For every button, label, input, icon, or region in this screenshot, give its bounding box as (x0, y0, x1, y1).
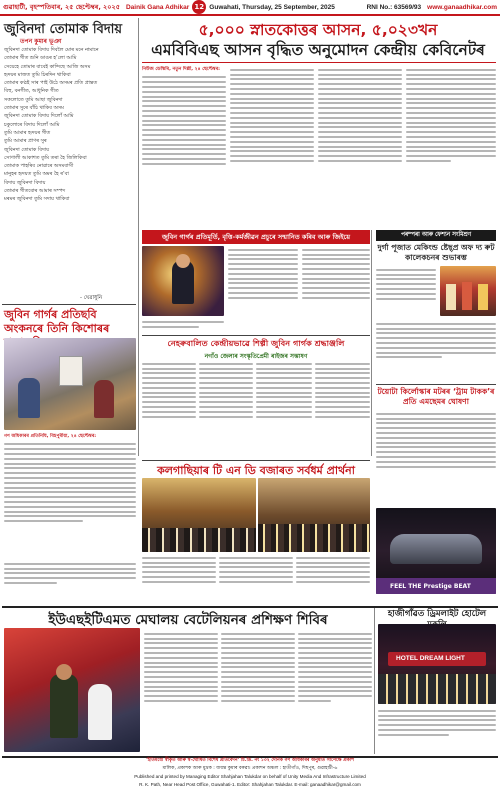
poem-author: তপন কুমাৰ ভূঞা (20, 38, 62, 45)
section-divider (142, 335, 370, 336)
main-byline: নিউজ ডেস্কিৰি, নতুন দিল্লী, ২৪ ছেপ্টেম্বৰ: (142, 67, 221, 72)
footer-line-2: মালিক, প্ৰকাশক আৰু মুদ্ৰক : জয়ন্ত কুমাৰ বৰুৱা। প্ৰকাশন অঞ্চল : হাতীগাঁও, দিছপুৰ, গুৱাহাটী-৬ (162, 766, 338, 771)
headline-rule (142, 62, 496, 63)
poem-line: জুবিনদা তোমাক বিদায় দিলোঁ আমি (4, 113, 74, 120)
nehru-headline: নেহৰুবালিত কেন্দ্ৰীয়ভাৱে শিল্পী জুবিন গাৰ্গক শ্ৰদ্ধাঞ্জলি (167, 338, 345, 348)
battalion-article-col1 (144, 630, 218, 754)
poem-line: তোমাৰ গীতবোৰ আমাৰ সম্পদ (4, 188, 66, 195)
hotel-article-body (378, 707, 496, 754)
poem-place: - ঘেৱাধুনি (80, 295, 103, 301)
article-byline: গণ অধিকাৰৰ প্ৰতিনিধি, বিহপুৰীয়া, ২৪ ছেপ্টেম্বৰ: (4, 434, 97, 439)
nehru-article-col4 (315, 360, 370, 458)
battalion-article-col2 (221, 630, 295, 754)
poem-line: তোমাৰ কণ্ঠই সাৰ পাই উঠে অসমৰ প্ৰতি প্ৰান্তত (4, 80, 98, 87)
toyota-article-body (376, 410, 496, 506)
nehru-article-col3 (256, 360, 312, 458)
photo-hotel-dreamlight (378, 624, 496, 704)
column-rule (138, 18, 139, 456)
photo-prayer-candles (258, 478, 370, 552)
zubeen-article-col1 (228, 246, 298, 332)
nehru-article-col1 (142, 360, 196, 458)
photo-battalion-training (4, 628, 140, 752)
poem-line: চকুলোৰে বিদায় দিলোঁ আমি (4, 121, 60, 128)
photo-prayer-gathering (142, 478, 256, 552)
hotel-headline: হাজীগাঁৱত ড্ৰিমলাইট হোটেল (387, 609, 487, 619)
fashion-kicker: পৰম্পৰা আৰু ফেশ্যন সংমিশ্ৰণ (376, 230, 496, 241)
prayer-article-col1 (142, 554, 216, 604)
masthead-dateline: Guwahati, Thursday, 25 September, 2025 (209, 3, 335, 11)
poem-line: মৰমৰ জুবিনদা তুমি সদায় থাকিবা (4, 196, 70, 203)
poem-line: বিহু, বনগীত, আধুনিক গীত (4, 88, 59, 95)
zubeen-statue-banner: জুবিন গাৰ্গৰ প্ৰতিমূৰ্তি, বৃত্তি-কৰ্মজীৱন প্ৰচুৰে সন্মানিত কৰিব আৰু জিইয়ে (142, 230, 370, 244)
toyota-ad-image (376, 508, 496, 594)
fashion-article-body (376, 320, 496, 384)
poem-body (4, 46, 136, 204)
photo-fashion-store (440, 266, 496, 316)
poem-line: হৃদয়ৰ মাজত তুমি চিৰদিন থাকিবা (4, 71, 71, 78)
poem-line: তুমি আমাৰ হৃদয়ৰ গীত (4, 129, 51, 136)
poem-line: সোণালী আকাশত তুমি তৰা হৈ জিলিকিবা (4, 154, 87, 161)
main-headline-line1: ৫,০০০ স্নাতকোত্তৰ আসন, ৫,০২৩খন (198, 21, 438, 39)
poem-line: তোমাৰ গীত শুনি ডাঙৰ হ’লো আমি (4, 55, 77, 62)
section-divider (142, 460, 370, 461)
poem-line: মানুহৰ হৃদয়ত তুমি অমৰ হৈ ৰ’বা (4, 171, 69, 178)
zubeen-article-col2 (302, 246, 370, 332)
poem-line: তুমি আমাৰ প্ৰাণৰ সুৰ (4, 138, 47, 145)
masthead-strip (0, 0, 500, 16)
section-divider (2, 606, 498, 608)
masthead-rni: RNI No.: 63569/93 (366, 3, 422, 11)
page-number-badge: 12 (192, 0, 206, 14)
poem-line: তোমাক পাহৰিব নোৱাৰে অসমবাসী (4, 163, 74, 170)
article-body-portrait (4, 433, 136, 558)
main-article-col2 (230, 66, 314, 226)
footer-line-4: R. K. Path, Near Head Post Office, Guwahati-1. Editor: Shahjahan Talukdar. E-mail: ganaadhikar@gmail.com (139, 782, 361, 787)
poem-line: জুবিনদা তোমাক বিদায় দিবলৈ মোৰ মনে নামানে (4, 47, 99, 53)
poem-title: জুবিনদা তোমাক বিদায় (4, 22, 123, 37)
main-article-col4 (406, 66, 496, 226)
photo-kids-portrait (4, 338, 136, 430)
prayer-article-col2 (219, 554, 293, 604)
nehru-subhead: নগাঁও জেলাৰ সংস্কৃতিপ্ৰেমী ৰাইজৰ সম্ভাষণ (204, 353, 308, 360)
main-article-col1 (142, 66, 226, 226)
column-rule (374, 608, 375, 754)
toyota-ad-caption: FEEL THE Prestige BEAT (390, 583, 471, 590)
portrait-article-tail (4, 560, 136, 604)
poem-line: তোমাৰ সুৰে বাঁচি থাকিব অসম (4, 105, 64, 112)
section-divider (376, 384, 496, 385)
main-headline (142, 20, 494, 60)
nehru-article-col2 (199, 360, 253, 458)
masthead-date-assamese: গুৱাহাটী, বৃহস্পতিবাৰ, ২৫ ছেপ্টেম্বৰ, ২০২৫ (3, 2, 120, 11)
poem-line: জুবিনদা তোমাক বিদায় (4, 146, 50, 153)
toyota-headline: টয়োটা কিৰ্লোস্কাৰ মটৰৰ ‘ট্ৰাম টাকক’ৰ প্ৰতি এমছেমৰ ঘোষণা (377, 387, 495, 406)
masthead-website: www.ganaadhikar.com (427, 3, 497, 11)
battalion-headline: ইউএছইটিএমত মেঘালয় বেটেলিয়নৰ প্ৰশিক্ষণ শিবিৰ (48, 612, 328, 628)
fashion-headline: দুৰ্গা পূজাত মেকিংন্ড ষ্টেছ্প্ৰ অফ দ্য ৰুট কালেকচনৰ শুভাৰম্ভ (377, 243, 495, 262)
zubeen-article-tail (142, 318, 224, 332)
poem-line: সকলোতে তুমি আছা জুবিনদা (4, 96, 63, 103)
main-article-col3 (318, 66, 402, 226)
article-headline-portrait: জুবিন গাৰ্গৰ প্ৰতিছবি অংকনৰে তিনি কিশোৰৰ (4, 308, 110, 335)
poem-line: সেয়েহে তোমাৰ বাবেই কান্দিছে আজি অসম (4, 63, 91, 70)
footer-line-3: Published and printed by Managing Editor Shahjahan Talukdar on behalf of Unity Media And Infrastructure Limited (134, 774, 366, 779)
main-headline-line2: এমবিবিএছ আসন বৃদ্ধিত অনুমোদন কেন্দ্ৰীয় কেবিনেটৰ (151, 41, 485, 59)
masthead-paper-name: Dainik Gana Adhikar (125, 3, 190, 11)
poem-line: বিদায় জুবিনদা বিদায় (4, 179, 46, 186)
prayer-headline: কলগাছিয়াৰ টি এন ডি বজাৰত সৰ্বধৰ্ম প্ৰাৰ্থনা (157, 464, 355, 477)
hotel-sign-text: HOTEL DREAM LIGHT (396, 655, 465, 662)
section-divider (2, 304, 136, 305)
photo-zubeen-concert (142, 246, 224, 316)
fashion-article-col1 (376, 266, 436, 326)
battalion-article-col3 (298, 630, 372, 754)
column-rule (371, 230, 372, 456)
footer-line-1: ‘ইতিমধ্যে স্বীকৃত আৰু স্ব-ঘোষিত বিশেষ প্ৰতিবেদন’ চি.ডি. নং ১৩২ দৈনিক গণ অধিকাৰৰ অনুমতি সাপেক্ষে প্ৰকাশ (146, 758, 354, 763)
prayer-article-col3 (296, 554, 370, 604)
